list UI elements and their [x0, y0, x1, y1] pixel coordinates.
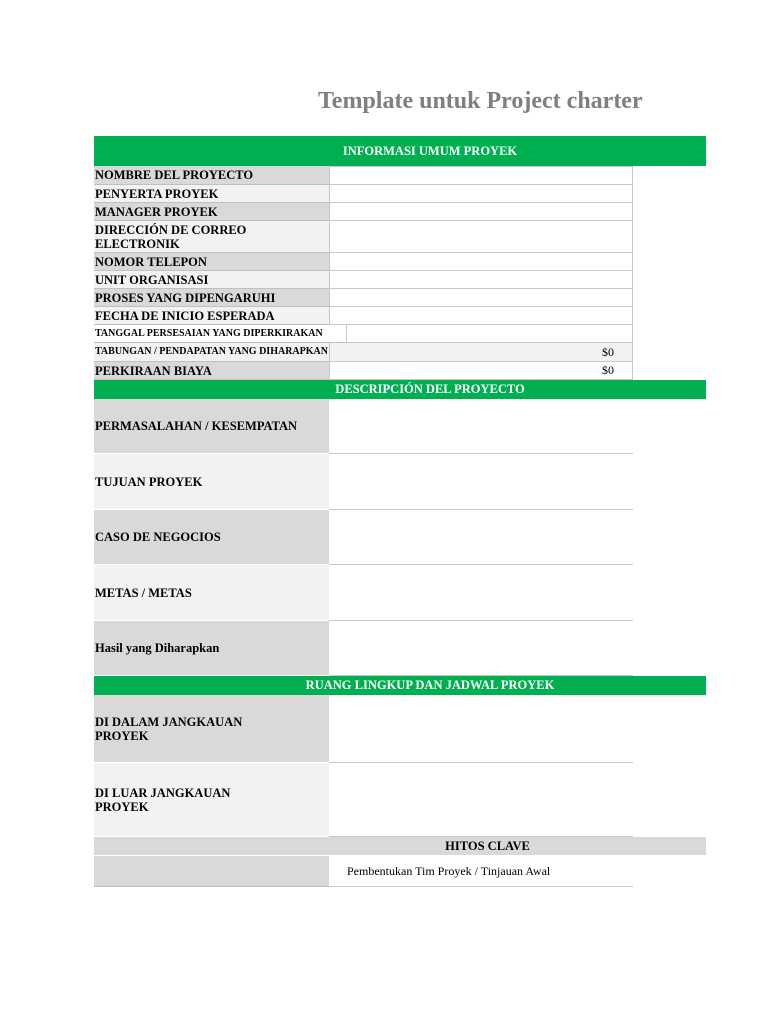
field-label-start-date: FECHA DE INICIO ESPERADA [94, 307, 329, 325]
field-label-phone: NOMOR TELEPON [94, 253, 329, 271]
field-input-start-date[interactable] [329, 307, 633, 325]
field-label-business-case: CASO DE NEGOCIOS [94, 510, 329, 565]
field-input-business-case[interactable] [329, 510, 633, 565]
section-header-scope-label: RUANG LINGKUP DAN JADWAL PROYEK [305, 678, 555, 692]
field-label-out-scope [94, 763, 329, 837]
field-label-email: DIRECCIÓN DE CORREO ELECTRONIK [94, 221, 274, 253]
milestones-header [329, 837, 706, 855]
section-header-general [94, 136, 706, 166]
field-input-email[interactable] [329, 221, 633, 253]
field-label-out-scope-line2: PROYEK [95, 799, 149, 814]
field-label-goals: METAS / METAS [94, 565, 329, 621]
section-header-general-label: INFORMASI UMUM PROYEK [342, 144, 518, 158]
page-title: Template untuk Project charter [318, 88, 643, 114]
field-label-sponsor: PENYERTA PROYEK [94, 185, 329, 203]
field-label-org-unit: UNIT ORGANISASI [94, 271, 329, 289]
milestone-item[interactable]: Pembentukan Tim Proyek / Tinjauan Awal [329, 855, 633, 887]
section-header-description-label: DESCRIPCIÓN DEL PROYECTO [335, 382, 525, 396]
field-label-in-scope-line1: DI DALAM JANGKAUAN [95, 714, 243, 729]
field-input-sponsor[interactable] [329, 185, 633, 203]
field-input-goals[interactable] [329, 565, 633, 621]
field-input-manager[interactable] [329, 203, 633, 221]
field-label-in-scope [94, 695, 329, 763]
field-input-processes[interactable] [329, 289, 633, 307]
section-header-description [94, 380, 706, 399]
field-label-end-date: TANGGAL PERSESAIAN YANG DIPERKIRAKAN [94, 325, 346, 343]
field-input-org-unit[interactable] [329, 271, 633, 289]
field-label-problem: PERMASALAHAN / KESEMPATAN [94, 399, 329, 454]
field-label-project-name: NOMBRE DEL PROYECTO [94, 166, 329, 185]
field-input-out-scope[interactable] [329, 763, 633, 837]
field-label-manager: MANAGER PROYEK [94, 203, 329, 221]
milestones-label-cell [94, 837, 329, 887]
field-label-in-scope-line2: PROYEK [95, 728, 149, 743]
field-input-phone[interactable] [329, 253, 633, 271]
field-label-processes: PROSES YANG DIPENGARUHI [94, 289, 329, 307]
field-input-project-name[interactable] [329, 166, 633, 185]
field-label-email-fill [274, 221, 329, 253]
field-label-cost: PERKIRAAN BIAYA [94, 362, 329, 380]
field-label-out-scope-line1: DI LUAR JANGKAUAN [95, 785, 231, 800]
field-label-savings: TABUNGAN / PENDAPATAN YANG DIHARAPKAN [94, 343, 329, 362]
field-input-problem[interactable] [329, 399, 633, 454]
field-input-in-scope[interactable] [329, 695, 633, 763]
field-input-cost[interactable]: $0 [329, 362, 633, 380]
field-input-end-date[interactable] [346, 325, 633, 343]
field-input-results[interactable] [329, 621, 633, 676]
field-label-results: Hasil yang Diharapkan [94, 621, 329, 676]
section-header-scope [94, 676, 706, 695]
field-input-objectives[interactable] [329, 454, 633, 510]
field-input-savings[interactable]: $0 [329, 343, 633, 362]
milestones-header-label: HITOS CLAVE [445, 839, 530, 853]
field-label-objectives: TUJUAN PROYEK [94, 454, 329, 510]
